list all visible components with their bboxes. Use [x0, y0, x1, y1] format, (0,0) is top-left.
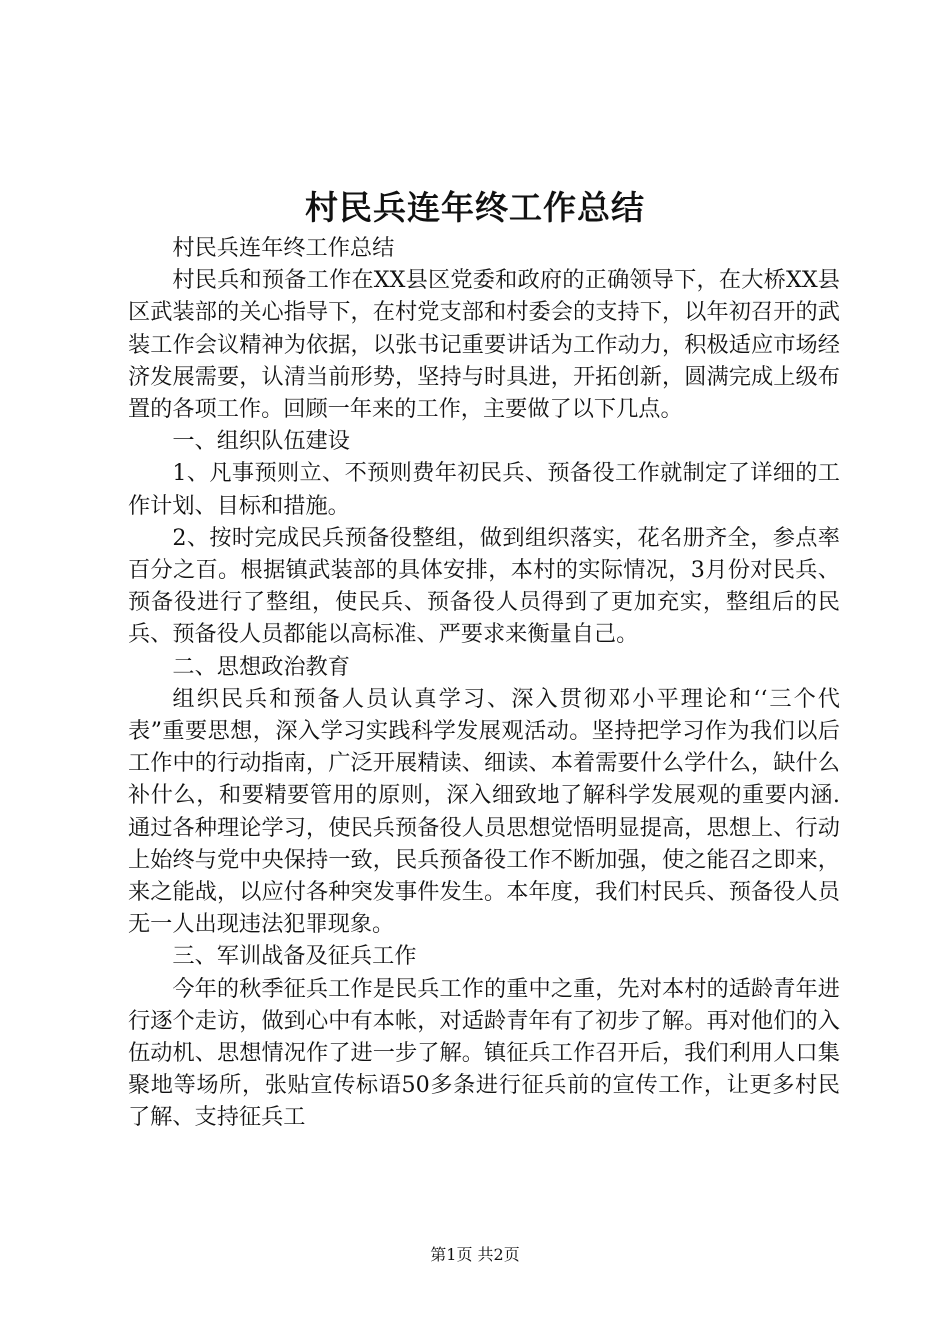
intro-title-line: 村民兵连年终工作总结	[172, 235, 395, 261]
section-heading-training: 三、军训战备及征兵工作	[172, 943, 417, 970]
intro-paragraph: 村民兵和预备工作在XX县区党委和政府的正确领导下，在大桥XX县区武装部的关心指导下，在村党支部和村委会的支持下，以年初召开的武装工作会议精神为依据，以张书记重要讲话为工作动力，积极适应市场经济发展需要，认清当前形势，坚持与时具进，开拓创新，圆满完成上级布置的各项工作。回顾一年来的工作，主要做了以下几点。	[128, 267, 840, 423]
organization-item-2: 2、按时完成民兵预备役整组，做到组织落实，花名册齐全，参点率百分之百。根据镇武装部的具体安排，本村的实际情况，3月份对民兵、预备役进行了整组，使民兵、预备役人员得到了更加充实，整组后的民兵、预备役人员都能以高标准、严要求来衡量自己。	[128, 524, 840, 648]
section-heading-education: 二、思想政治教育	[172, 653, 350, 680]
organization-item-1: 1、凡事预则立、不预则费年初民兵、预备役工作就制定了详细的工作计划、目标和措施。	[128, 460, 840, 519]
page-footer: 第1页 共2页	[430, 1245, 520, 1264]
training-paragraph: 今年的秋季征兵工作是民兵工作的重中之重，先对本村的适龄青年进行逐个走访，做到心中有本帐，对适龄青年有了初步了解。再对他们的入伍动机、思想情况作了进一步了解。镇征兵工作召开后，我们利用人口集聚地等场所，张贴宣传标语50多条进行征兵前的宣传工作，让更多村民了解、支持征兵工	[128, 975, 840, 1131]
section-heading-organization: 一、组织队伍建设	[172, 428, 350, 455]
document-title: 村民兵连年终工作总结	[305, 188, 645, 227]
education-paragraph: 组织民兵和预备人员认真学习、深入贯彻邓小平理论和‘‘三个代表”重要思想，深入学习实践科学发展观活动。坚持把学习作为我们以后工作中的行动指南，广泛开展精读、细读、本着需要什么学什么，缺什么补什么，和要精要管用的原则，深入细致地了解科学发展观的重要内涵.通过各种理论学习，使民兵预备役人员思想觉悟明显提高，思想上、行动上始终与党中央保持一致，民兵预备役工作不断加强，使之能召之即来，来之能战，以应付各种突发事件发生。本年度，我们村民兵、预备役人员无一人出现违法犯罪现象。	[128, 685, 840, 938]
document-body	[128, 232, 840, 1134]
